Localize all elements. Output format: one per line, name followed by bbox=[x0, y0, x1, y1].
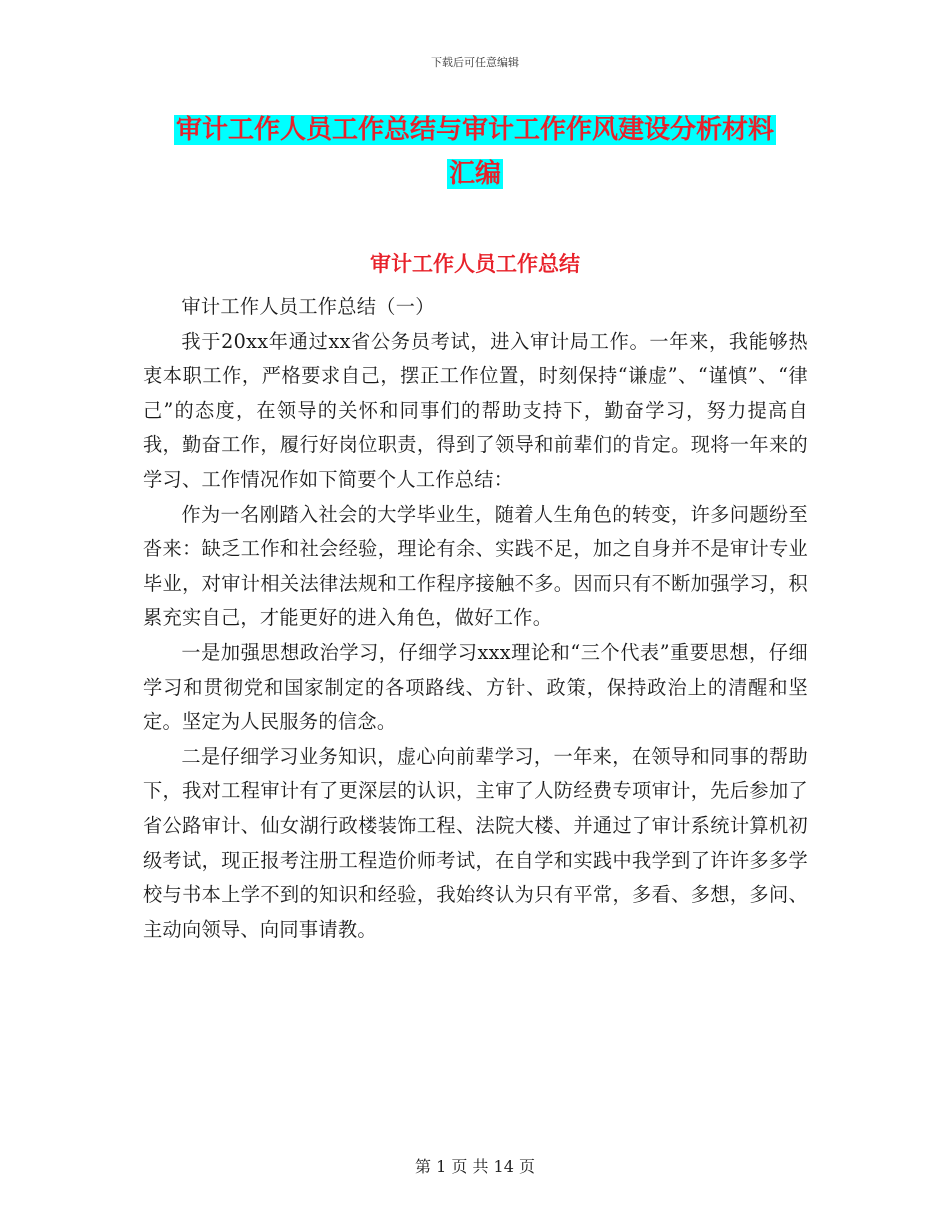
page-footer: 第 1 页 共 14 页 bbox=[415, 1157, 535, 1176]
section-heading: 审计工作人员工作总结 bbox=[370, 252, 580, 276]
title-line-1-text: 审计工作人员工作总结与审计工作作风建设分析材料 bbox=[175, 115, 774, 145]
header-note: 下载后可任意编辑 bbox=[431, 56, 519, 69]
title-line-1 bbox=[0, 108, 950, 152]
body-text bbox=[143, 290, 808, 947]
title-line-2-text: 汇编 bbox=[448, 159, 501, 189]
paragraph: 作为一名刚踏入社会的大学毕业生，随着人生角色的转变，许多问题纷至沓来：缺乏工作和社会经验，理论有余、实践不足，加之自身并不是审计专业毕业，对审计相关法律法规和工作程序接触不多。因而只有不断加强学习，积累充实自己，才能更好的进入角色，做好工作。 bbox=[143, 502, 808, 630]
paragraph: 二是仔细学习业务知识，虚心向前辈学习，一年来，在领导和同事的帮助下，我对工程审计有了更深层的认识，主审了人防经费专项审计，先后参加了省公路审计、仙女湖行政楼装饰工程、法院大楼、并通过了审计系统计算机初级考试，现正报考注册工程造价师考试，在自学和实践中我学到了许许多多学校与书本上学不到的知识和经验，我始终认为只有平常，多看、多想，多问、主动向领导、向同事请教。 bbox=[143, 744, 808, 941]
paragraph: 我于20xx年通过xx省公务员考试，进入审计局工作。一年来，我能够热衷本职工作，严格要求自己，摆正工作位置，时刻保持“谦虚”、“谨慎”、“律己”的态度，在领导的关怀和同事们的帮助支持下，勤奋学习，努力提高自我，勤奋工作，履行好岗位职责，得到了领导和前辈们的肯定。现将一年来的学习、工作情况作如下简要个人工作总结： bbox=[143, 329, 808, 491]
paragraph: 审计工作人员工作总结（一） bbox=[181, 295, 435, 318]
title-line-2 bbox=[0, 152, 950, 196]
paragraph: 一是加强思想政治学习，仔细学习xxx理论和“三个代表”重要思想，仔细学习和贯彻党和国家制定的各项路线、方针、政策，保持政治上的清醒和坚定。坚定为人民服务的信念。 bbox=[143, 640, 808, 734]
document-title bbox=[0, 108, 950, 196]
